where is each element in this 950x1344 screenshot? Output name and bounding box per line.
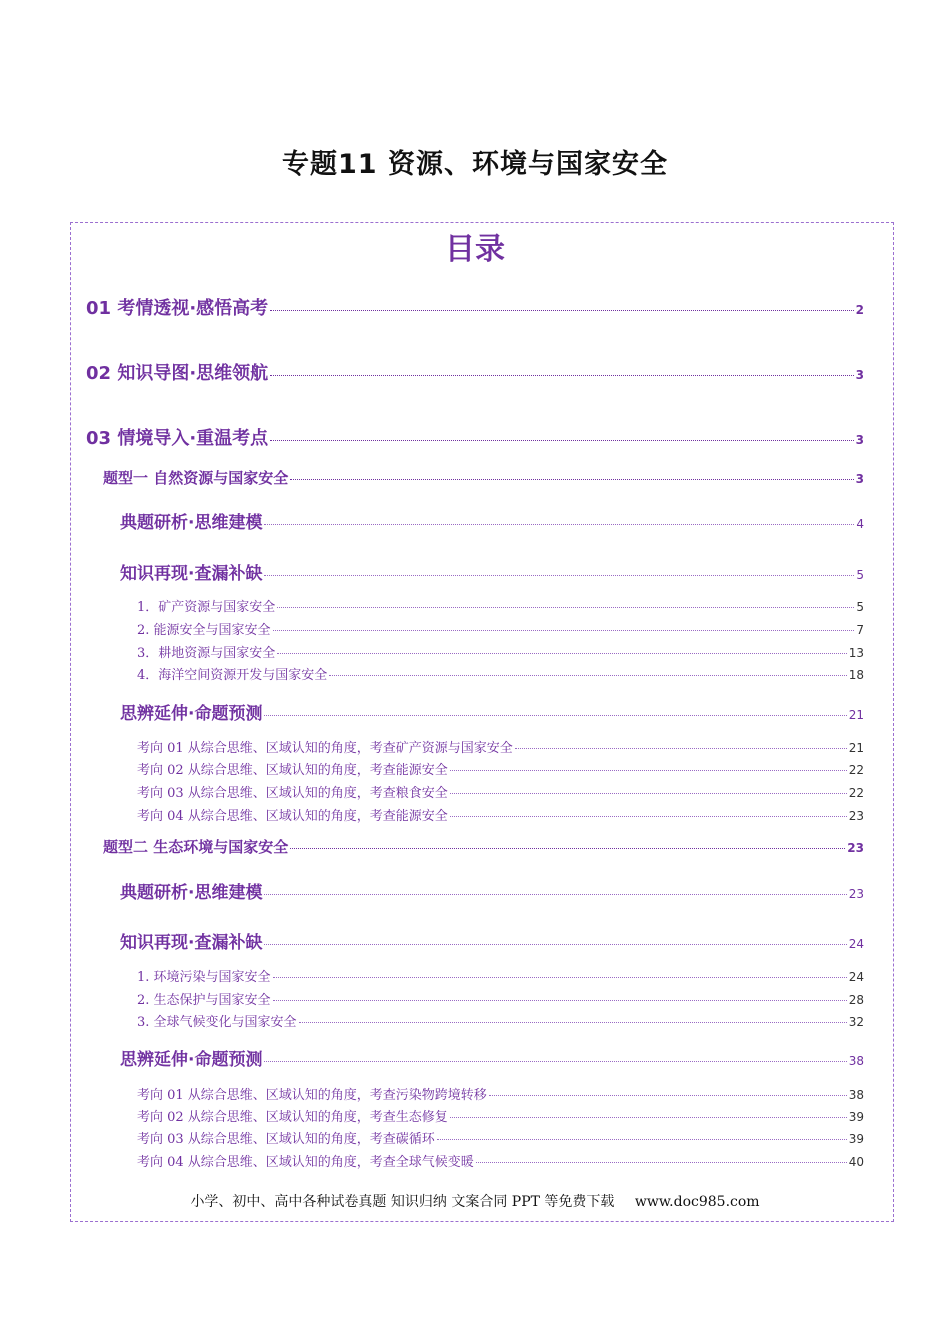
toc-entry[interactable] bbox=[137, 805, 864, 824]
footer bbox=[0, 1191, 950, 1211]
toc-entry-label: 典题研析·思维建模 bbox=[120, 513, 263, 533]
toc-entry[interactable] bbox=[86, 424, 864, 450]
toc-leader-dots bbox=[277, 606, 854, 608]
toc-entry-label: 4．海洋空间资源开发与国家安全 bbox=[137, 668, 328, 683]
toc-entry-label: 3．耕地资源与国家安全 bbox=[137, 646, 276, 661]
toc-entry[interactable] bbox=[120, 699, 864, 724]
toc-entry-page: 24 bbox=[848, 937, 864, 951]
toc-entry-label: 考向 03 从综合思维、区域认知的角度，考查粮食安全 bbox=[137, 786, 448, 801]
toc-leader-dots bbox=[264, 523, 854, 525]
toc-entry-label: 知识再现·查漏补缺 bbox=[120, 564, 263, 584]
toc-leader-dots bbox=[273, 999, 847, 1001]
toc-entry[interactable] bbox=[137, 619, 864, 638]
toc-entry-page: 38 bbox=[848, 1054, 864, 1068]
toc-entry-label: 02 知识导图·思维领航 bbox=[86, 363, 269, 384]
toc-entry-label: 思辨延伸·命题预测 bbox=[120, 704, 263, 724]
toc-entry-page: 4 bbox=[856, 517, 864, 531]
toc-leader-dots bbox=[264, 1060, 846, 1062]
toc-entry[interactable] bbox=[137, 966, 864, 985]
toc-entry[interactable] bbox=[86, 294, 864, 320]
toc-heading: 目录 bbox=[445, 232, 505, 267]
toc-leader-dots bbox=[450, 792, 847, 794]
toc-entry[interactable] bbox=[120, 1045, 864, 1070]
toc-entry-page: 23 bbox=[848, 809, 864, 823]
toc-entry-page: 3 bbox=[855, 472, 864, 486]
toc-leader-dots bbox=[264, 943, 846, 945]
toc-entry[interactable] bbox=[137, 1084, 864, 1103]
toc-entry-page: 38 bbox=[848, 1088, 864, 1102]
toc-entry[interactable] bbox=[120, 559, 864, 584]
toc-entry-page: 5 bbox=[856, 568, 864, 582]
toc-entry[interactable] bbox=[120, 928, 864, 953]
toc-leader-dots bbox=[270, 374, 853, 376]
toc-entry-label: 思辨延伸·命题预测 bbox=[120, 1050, 263, 1070]
toc-entry-page: 13 bbox=[848, 646, 864, 660]
toc-leader-dots bbox=[450, 769, 847, 771]
toc-leader-dots bbox=[450, 1116, 847, 1118]
toc-entry[interactable] bbox=[86, 359, 864, 385]
toc-entry-label: 考向 02 从综合思维、区域认知的角度，考查能源安全 bbox=[137, 763, 448, 778]
toc-entry-label: 1. 环境污染与国家安全 bbox=[137, 970, 271, 985]
toc-entry[interactable] bbox=[103, 467, 864, 488]
toc-leader-dots bbox=[277, 652, 846, 654]
document-title: 专题11 资源、环境与国家安全 bbox=[282, 149, 668, 180]
toc-entry-label: 考向 01 从综合思维、区域认知的角度，考查矿产资源与国家安全 bbox=[137, 741, 513, 756]
toc-entry[interactable] bbox=[137, 596, 864, 615]
toc-entry-label: 考向 04 从综合思维、区域认知的角度，考查全球气候变暖 bbox=[137, 1155, 474, 1170]
toc-leader-dots bbox=[329, 674, 846, 676]
toc-leader-dots bbox=[264, 893, 846, 895]
toc-leader-dots bbox=[489, 1094, 847, 1096]
toc-entry-label: 01 考情透视·感悟高考 bbox=[86, 298, 269, 319]
toc-entry-label: 考向 03 从综合思维、区域认知的角度，考查碳循环 bbox=[137, 1132, 435, 1147]
toc-entry-page: 23 bbox=[847, 841, 864, 855]
toc-leader-dots bbox=[299, 1021, 847, 1023]
toc-leader-dots bbox=[270, 439, 853, 441]
toc-entry-page: 40 bbox=[848, 1155, 864, 1169]
toc-entry-page: 22 bbox=[848, 786, 864, 800]
toc-leader-dots bbox=[290, 847, 845, 849]
toc-entry[interactable] bbox=[137, 737, 864, 756]
toc-entry[interactable] bbox=[137, 782, 864, 801]
toc-entry-label: 2. 生态保护与国家安全 bbox=[137, 993, 271, 1008]
toc-entry-page: 21 bbox=[848, 741, 864, 755]
toc-entry-page: 7 bbox=[856, 623, 864, 637]
toc-entry-page: 32 bbox=[848, 1015, 864, 1029]
toc-entry-page: 2 bbox=[855, 303, 864, 317]
toc-entry[interactable] bbox=[137, 1106, 864, 1125]
toc-entry-label: 考向 01 从综合思维、区域认知的角度，考查污染物跨境转移 bbox=[137, 1088, 487, 1103]
toc-entry[interactable] bbox=[137, 759, 864, 778]
toc-entry[interactable] bbox=[137, 642, 864, 661]
toc-leader-dots bbox=[273, 629, 855, 631]
toc-entry-label: 知识再现·查漏补缺 bbox=[120, 933, 263, 953]
toc-entry-page: 39 bbox=[848, 1132, 864, 1146]
toc-leader-dots bbox=[273, 976, 847, 978]
toc-entry[interactable] bbox=[137, 664, 864, 683]
toc-leader-dots bbox=[437, 1138, 847, 1140]
toc-entry-page: 21 bbox=[848, 708, 864, 722]
toc-entry[interactable] bbox=[137, 1011, 864, 1030]
toc-leader-dots bbox=[264, 714, 846, 716]
toc-entry[interactable] bbox=[137, 989, 864, 1008]
toc-leader-dots bbox=[264, 574, 854, 576]
toc-entry-label: 题型一 自然资源与国家安全 bbox=[103, 469, 289, 487]
toc-entry[interactable] bbox=[120, 878, 864, 903]
toc-entry-page: 28 bbox=[848, 993, 864, 1007]
toc-entry[interactable] bbox=[103, 836, 864, 857]
toc-entry-page: 23 bbox=[848, 887, 864, 901]
footer-text: 小学、初中、高中各种试卷真题 知识归纳 文案合同 PPT 等免费下载 bbox=[190, 1194, 615, 1210]
toc-entry-label: 03 情境导入·重温考点 bbox=[86, 428, 269, 449]
toc-entry-label: 3. 全球气候变化与国家安全 bbox=[137, 1015, 297, 1030]
toc-entry-page: 5 bbox=[856, 600, 864, 614]
toc-entry[interactable] bbox=[137, 1151, 864, 1170]
toc-entry-page: 22 bbox=[848, 763, 864, 777]
toc-leader-dots bbox=[270, 309, 853, 311]
toc-entry-label: 1．矿产资源与国家安全 bbox=[137, 600, 276, 615]
footer-url[interactable]: www.doc985.com bbox=[634, 1194, 760, 1210]
toc-entry-label: 2. 能源安全与国家安全 bbox=[137, 623, 271, 638]
toc-entry[interactable] bbox=[137, 1128, 864, 1147]
toc-leader-dots bbox=[476, 1161, 847, 1163]
toc-entry-page: 3 bbox=[855, 368, 864, 382]
toc-entry-label: 题型二 生态环境与国家安全 bbox=[103, 838, 289, 856]
toc-entry-label: 考向 02 从综合思维、区域认知的角度，考查生态修复 bbox=[137, 1110, 448, 1125]
toc-entry-page: 39 bbox=[848, 1110, 864, 1124]
toc-leader-dots bbox=[450, 815, 847, 817]
toc-leader-dots bbox=[515, 747, 847, 749]
toc-entry[interactable] bbox=[120, 508, 864, 533]
toc-entry-label: 考向 04 从综合思维、区域认知的角度，考查能源安全 bbox=[137, 809, 448, 824]
toc-leader-dots bbox=[290, 478, 853, 480]
toc-entry-page: 3 bbox=[855, 433, 864, 447]
toc-entry-page: 24 bbox=[848, 970, 864, 984]
toc-entry-label: 典题研析·思维建模 bbox=[120, 883, 263, 903]
toc-entry-page: 18 bbox=[848, 668, 864, 682]
